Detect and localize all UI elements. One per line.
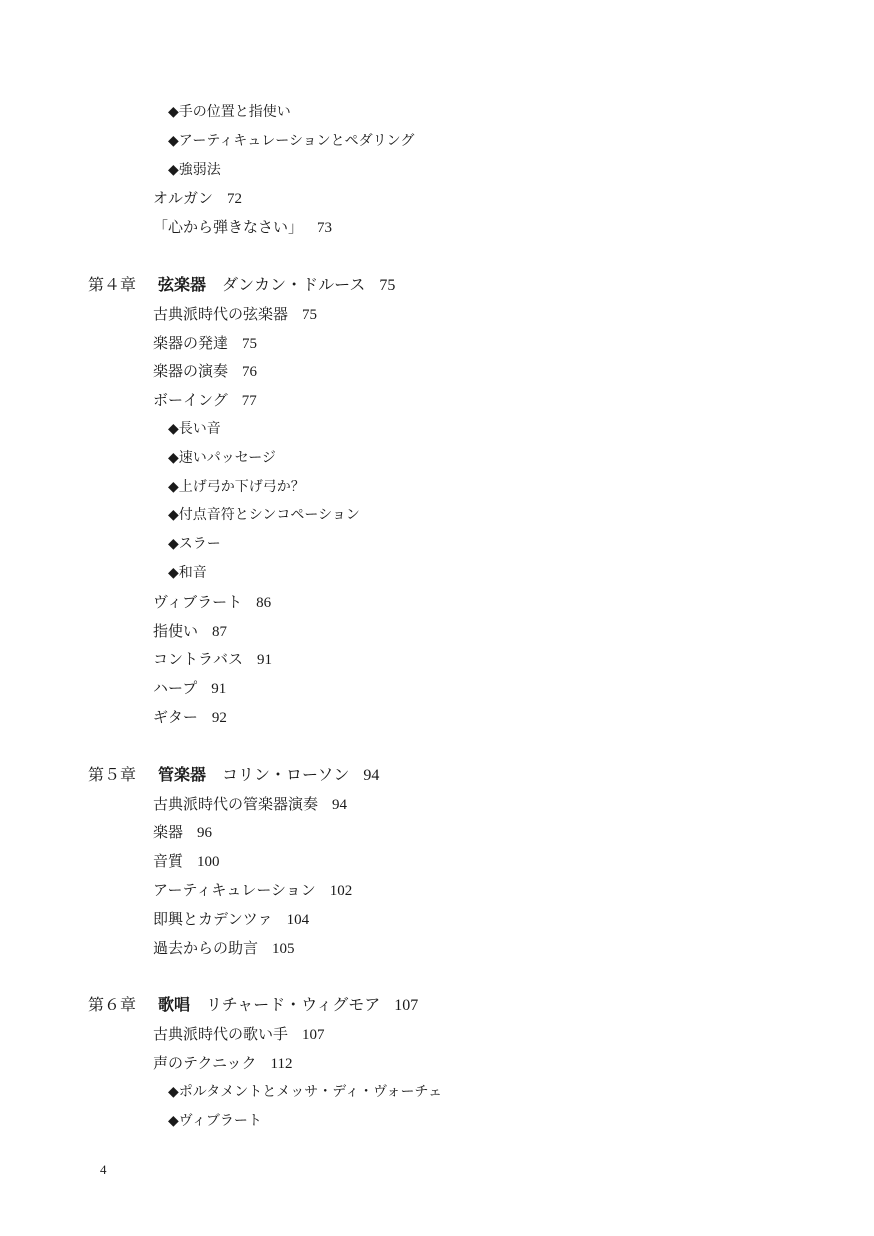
toc-subsection-entry (168, 156, 221, 184)
entry-page-number: 107 (394, 997, 419, 1014)
entry-title: オルガン (153, 189, 214, 207)
entry-title: 楽器 (153, 823, 184, 841)
entry-page-number: 107 (302, 1027, 325, 1043)
toc-section-entry (153, 184, 242, 212)
toc-section-entry (153, 876, 352, 904)
chapter-number: 第４章 (88, 275, 137, 294)
entry-page-number: 91 (211, 681, 227, 697)
toc-section-entry (153, 645, 272, 673)
chapter-title: 管楽器 (158, 765, 207, 784)
entry-page-number: 104 (286, 912, 310, 928)
toc-section-entry (153, 674, 226, 702)
entry-title: ◆和音 (168, 565, 207, 581)
entry-page-number: 100 (197, 854, 220, 870)
entry-title: 「心から弾きなさい」 (153, 218, 304, 236)
entry-page-number: 76 (242, 364, 258, 380)
chapter-title: 歌唱 (158, 995, 191, 1014)
toc-section-entry (153, 357, 257, 385)
entry-title: ◆ヴィブラート (168, 1113, 262, 1129)
entry-title: ◆スラー (168, 536, 221, 552)
toc-section-entry (153, 818, 212, 846)
entry-page-number: 94 (363, 767, 380, 784)
entry-page-number: 92 (211, 710, 227, 726)
entry-title: 楽器の演奏 (153, 362, 229, 380)
entry-page-number: 77 (241, 393, 257, 409)
toc-chapter-entry (88, 761, 379, 789)
toc-section-entry (153, 300, 317, 328)
chapter-number: 第５章 (88, 765, 137, 784)
chapter-author: リチャード・ウィグモア (206, 995, 381, 1014)
entry-title: アーティキュレーション (153, 881, 316, 899)
entry-title: ギター (153, 708, 198, 726)
entry-title: 古典派時代の弦楽器 (153, 305, 289, 323)
entry-title: ◆付点音符とシンコペーション (168, 507, 360, 523)
entry-page-number: 75 (242, 336, 258, 352)
entry-page-number: 73 (317, 220, 333, 236)
toc-section-entry (153, 386, 257, 414)
entry-page-number: 75 (302, 307, 318, 323)
entry-title: 古典派時代の管楽器演奏 (153, 795, 319, 813)
toc-section-entry (153, 934, 295, 962)
toc-section-entry (153, 617, 227, 645)
entry-page-number: 102 (329, 883, 353, 899)
entry-title: 音質 (153, 852, 184, 870)
toc-chapter-entry (88, 991, 418, 1019)
entry-page-number: 112 (270, 1056, 293, 1072)
toc-section-entry (153, 847, 220, 875)
toc-section-entry (153, 1020, 325, 1048)
entry-title: ◆長い音 (168, 421, 221, 437)
toc-subsection-entry (168, 1107, 262, 1135)
toc-section-entry (153, 790, 347, 818)
entry-title: 声のテクニック (153, 1054, 257, 1072)
entry-page-number: 105 (272, 941, 295, 957)
toc-subsection-entry (168, 127, 414, 155)
entry-title: 即興とカデンツァ (153, 910, 273, 928)
entry-title: 指使い (153, 622, 199, 640)
toc-section-entry (153, 1049, 292, 1077)
toc-section-entry (153, 213, 332, 241)
page-number: 4 (100, 1162, 107, 1177)
entry-title: ヴィブラート (153, 593, 243, 611)
toc-subsection-entry (168, 444, 276, 472)
toc-subsection-entry (168, 415, 221, 443)
entry-title: ◆強弱法 (168, 162, 221, 178)
toc-section-entry (153, 905, 309, 933)
chapter-title: 弦楽器 (158, 275, 207, 294)
entry-title: 楽器の発達 (153, 334, 229, 352)
entry-title: ◆ポルタメントとメッサ・ディ・ヴォーチェ (168, 1084, 443, 1100)
entry-title: ◆アーティキュレーションとペダリング (168, 133, 415, 149)
entry-title: ◆速いパッセージ (168, 450, 276, 466)
entry-title: 過去からの助言 (153, 939, 259, 957)
toc-subsection-entry (168, 1078, 442, 1106)
entry-title: ボーイング (153, 391, 228, 409)
chapter-number: 第６章 (88, 995, 137, 1014)
entry-title: ハープ (153, 679, 198, 697)
toc-subsection-entry (168, 559, 207, 587)
toc-section-entry (153, 588, 271, 616)
entry-page-number: 87 (212, 624, 228, 640)
toc-section-entry (153, 329, 257, 357)
entry-page-number: 96 (197, 825, 213, 841)
entry-page-number: 94 (332, 797, 348, 813)
toc-subsection-entry (168, 501, 360, 529)
chapter-author: ダンカン・ドルース (222, 275, 366, 294)
entry-title: コントラバス (153, 650, 244, 668)
entry-title: 古典派時代の歌い手 (153, 1025, 289, 1043)
toc-subsection-entry (168, 530, 221, 558)
toc-section-entry (153, 703, 227, 731)
chapter-author: コリン・ローソン (222, 765, 350, 784)
entry-page-number: 72 (227, 191, 243, 207)
entry-title: ◆手の位置と指使い (168, 104, 291, 120)
entry-page-number: 86 (256, 595, 272, 611)
entry-page-number: 75 (379, 277, 396, 294)
toc-subsection-entry (168, 98, 291, 126)
entry-title: ◆上げ弓か下げ弓か？ (168, 479, 305, 495)
entry-page-number: 91 (257, 652, 273, 668)
toc-chapter-entry (88, 271, 395, 299)
toc-subsection-entry (168, 473, 305, 501)
